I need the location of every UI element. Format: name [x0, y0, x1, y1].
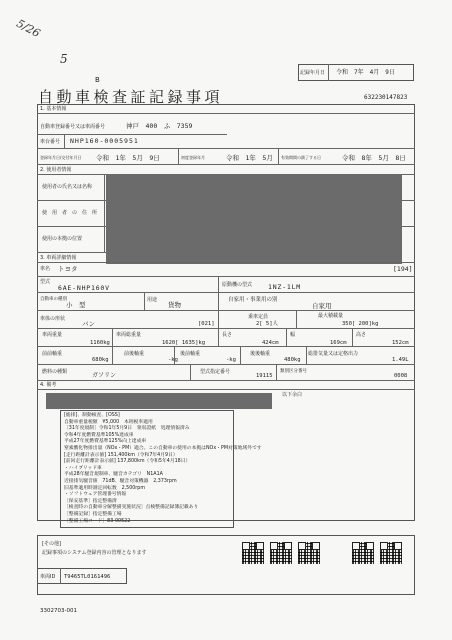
first-reg-value: 令和 1年 5月: [226, 154, 273, 162]
length-value: 424cm: [262, 340, 279, 346]
length-label: 長さ: [222, 332, 233, 338]
misc-text: 記録事項のシステム登録内容の管理となります: [42, 550, 147, 556]
qr-code-2: [270, 542, 292, 564]
rear-rear-axle-label: 後後軸重: [250, 351, 271, 357]
height-value: 152cm: [392, 340, 409, 346]
reg-number-value: 神戸 400 ふ 7359: [126, 122, 193, 130]
body-shape-code: [021]: [198, 321, 215, 327]
form-code: 3302703-001: [40, 608, 77, 614]
remark-line: ［31年度規制］令和1年5月9日 領収證紙 処理情報済み: [64, 426, 190, 432]
vin-label: 車台番号: [40, 139, 61, 145]
reg-number-label: 自動車登録番号又は車両番号: [40, 124, 106, 130]
displacement-label: 総排気量又は定格出力: [308, 351, 359, 357]
max-load-value: 350[ 200]kg: [342, 321, 379, 327]
section-1-title: 1. 基本情報: [40, 106, 67, 112]
capacity-value: 2[ 5]人: [256, 321, 279, 327]
record-date-label: 記録年月日: [300, 70, 326, 76]
weight-value: 1160kg: [90, 340, 110, 346]
below-blank-note: 以下余白: [282, 392, 303, 398]
reg-date-value: 令和 1年 5月 9日: [96, 154, 160, 162]
engine-label: 原動機の型式: [222, 282, 253, 288]
qr-code-4: [352, 542, 374, 564]
record-date-value: 令和 7年 4月 9日: [336, 69, 395, 76]
redacted-remarks-header: [46, 393, 272, 409]
engine-value: 1NZ-1LM: [268, 283, 301, 291]
remark-line: [総排]、制動検査、[OSS]: [64, 413, 120, 418]
base-location-label: 使用の本拠の位置: [42, 236, 83, 242]
fuel-label: 燃料の種類: [42, 369, 68, 375]
remark-line: 自動車重量税額 ¥5,000 本則税率適用: [64, 419, 153, 425]
model-value: 6AE-NHP160V: [58, 284, 110, 292]
remarks-list: [64, 413, 262, 525]
gross-weight-value: 1620[ 1635]kg: [162, 340, 206, 346]
make-value: トヨタ: [58, 265, 78, 273]
remark-line: 平成27年度燃費基準125%向上達成車: [64, 439, 147, 445]
kind-label: 自動車の種別: [40, 297, 67, 302]
rear-rear-axle-value: 480kg: [284, 357, 301, 363]
vin-value: NHP160-0005951: [70, 137, 139, 145]
document-title: 自動車検査証記録事項: [38, 88, 224, 106]
displacement-value: 1.49L: [392, 357, 409, 363]
remark-line: [走行距離計表示値] 151,400km（令和7年4月9日）: [64, 452, 178, 458]
front-rear-axle-label: 前後軸重: [124, 351, 145, 357]
make-code: [194]: [393, 265, 413, 273]
remark-line: ・ソフトウェア管理番号情報: [64, 492, 127, 498]
expiry-label: 有効期間の満了する日: [281, 155, 321, 160]
vehicle-id-label: 車両ID: [40, 574, 56, 580]
class-number-label: 類別区分番号: [280, 369, 307, 374]
section-2-title: 2. 使用者情報: [40, 167, 72, 173]
user-name-label: 使用者の氏名又は名称: [42, 184, 93, 190]
section-3-title: 3. 車両詳細情報: [40, 255, 77, 261]
use-label: 用途: [147, 297, 158, 303]
remark-line: ［整備工場コード］83-00522: [64, 518, 131, 524]
type-number-value: 19115: [256, 373, 273, 379]
remark-line: 窒素酸化物排出量（NOx・PM）適合。この自動車の使用の本拠はNOx・PM対策地域外です: [64, 445, 262, 451]
rear-front-axle-value: -kg: [226, 357, 236, 363]
remark-line: 平成28年騒音規制車、騒音カテゴリ N1A1A: [64, 472, 163, 478]
redacted-user-info: [106, 174, 402, 264]
model-label: 型式: [40, 279, 51, 285]
body-shape-label: 車体の形状: [40, 316, 66, 322]
height-label: 高さ: [356, 332, 367, 338]
kind-value: 小 型: [66, 301, 86, 309]
remark-line: ・ハイブリッド車: [64, 465, 102, 471]
handwritten-date: 5/26: [14, 16, 43, 41]
width-value: 169cm: [330, 340, 347, 346]
series-mark: B: [95, 76, 100, 84]
qr-code-3: [298, 542, 320, 564]
body-shape-value: バン: [82, 320, 95, 328]
remark-line: ［整備記録］指定整備工場: [64, 511, 122, 517]
use-value: 貨物: [168, 301, 181, 309]
weight-label: 車両重量: [42, 332, 63, 338]
user-address-label: 使 用 者 の 住 所: [42, 210, 98, 216]
private-use-label: 自家用・事業用の別: [228, 297, 278, 303]
front-rear-axle-value: -kg: [168, 357, 178, 363]
remark-line: 近接排気騒音値 71dB、騒音対策機器 2,373rpm: [64, 478, 177, 484]
remark-line: [前回走行距離計表示値] 137,800km（令和5年4月18日）: [64, 459, 191, 465]
qr-code-1: [242, 542, 264, 564]
capacity-label: 乗車定員: [248, 314, 269, 320]
first-reg-label: 初度登録年月: [181, 155, 205, 160]
remark-line: 令和4年度燃費基準105%達成車: [64, 432, 134, 438]
width-label: 幅: [290, 332, 296, 338]
handwritten-letter: 5: [60, 52, 68, 66]
remark-line: 旧基準適用時測定回転数 2,500rpm: [64, 485, 145, 491]
reg-date-label: 登録年月日/交付年月日: [40, 155, 82, 160]
gross-weight-label: 車両総重量: [116, 332, 142, 338]
misc-title: [その他]: [42, 541, 61, 547]
remark-line: ［保安基準］指定整備済: [64, 498, 117, 504]
rear-front-axle-label: 後前軸重: [180, 351, 201, 357]
make-label: 車名: [40, 266, 51, 272]
fuel-value: ガソリン: [92, 372, 117, 379]
remark-line: ［検査時の自動車分解整備実施状況］点検整備記録簿記載あり: [64, 505, 199, 511]
private-use-value: 自家用: [312, 302, 332, 310]
class-number-value: 0008: [394, 373, 408, 379]
expiry-value: 令和 8年 5月 8日: [342, 154, 406, 162]
section-4-title: 4. 備考: [40, 382, 57, 388]
type-number-label: 型式指定番号: [200, 369, 231, 375]
front-front-axle-value: 680kg: [92, 357, 109, 363]
max-load-label: 最大積載量: [318, 313, 344, 319]
qr-code-5: [380, 542, 402, 564]
vehicle-id-value: T9465TL0161496: [64, 574, 111, 580]
document-number: 632230147823: [364, 94, 408, 101]
front-front-axle-label: 前前軸重: [42, 351, 63, 357]
